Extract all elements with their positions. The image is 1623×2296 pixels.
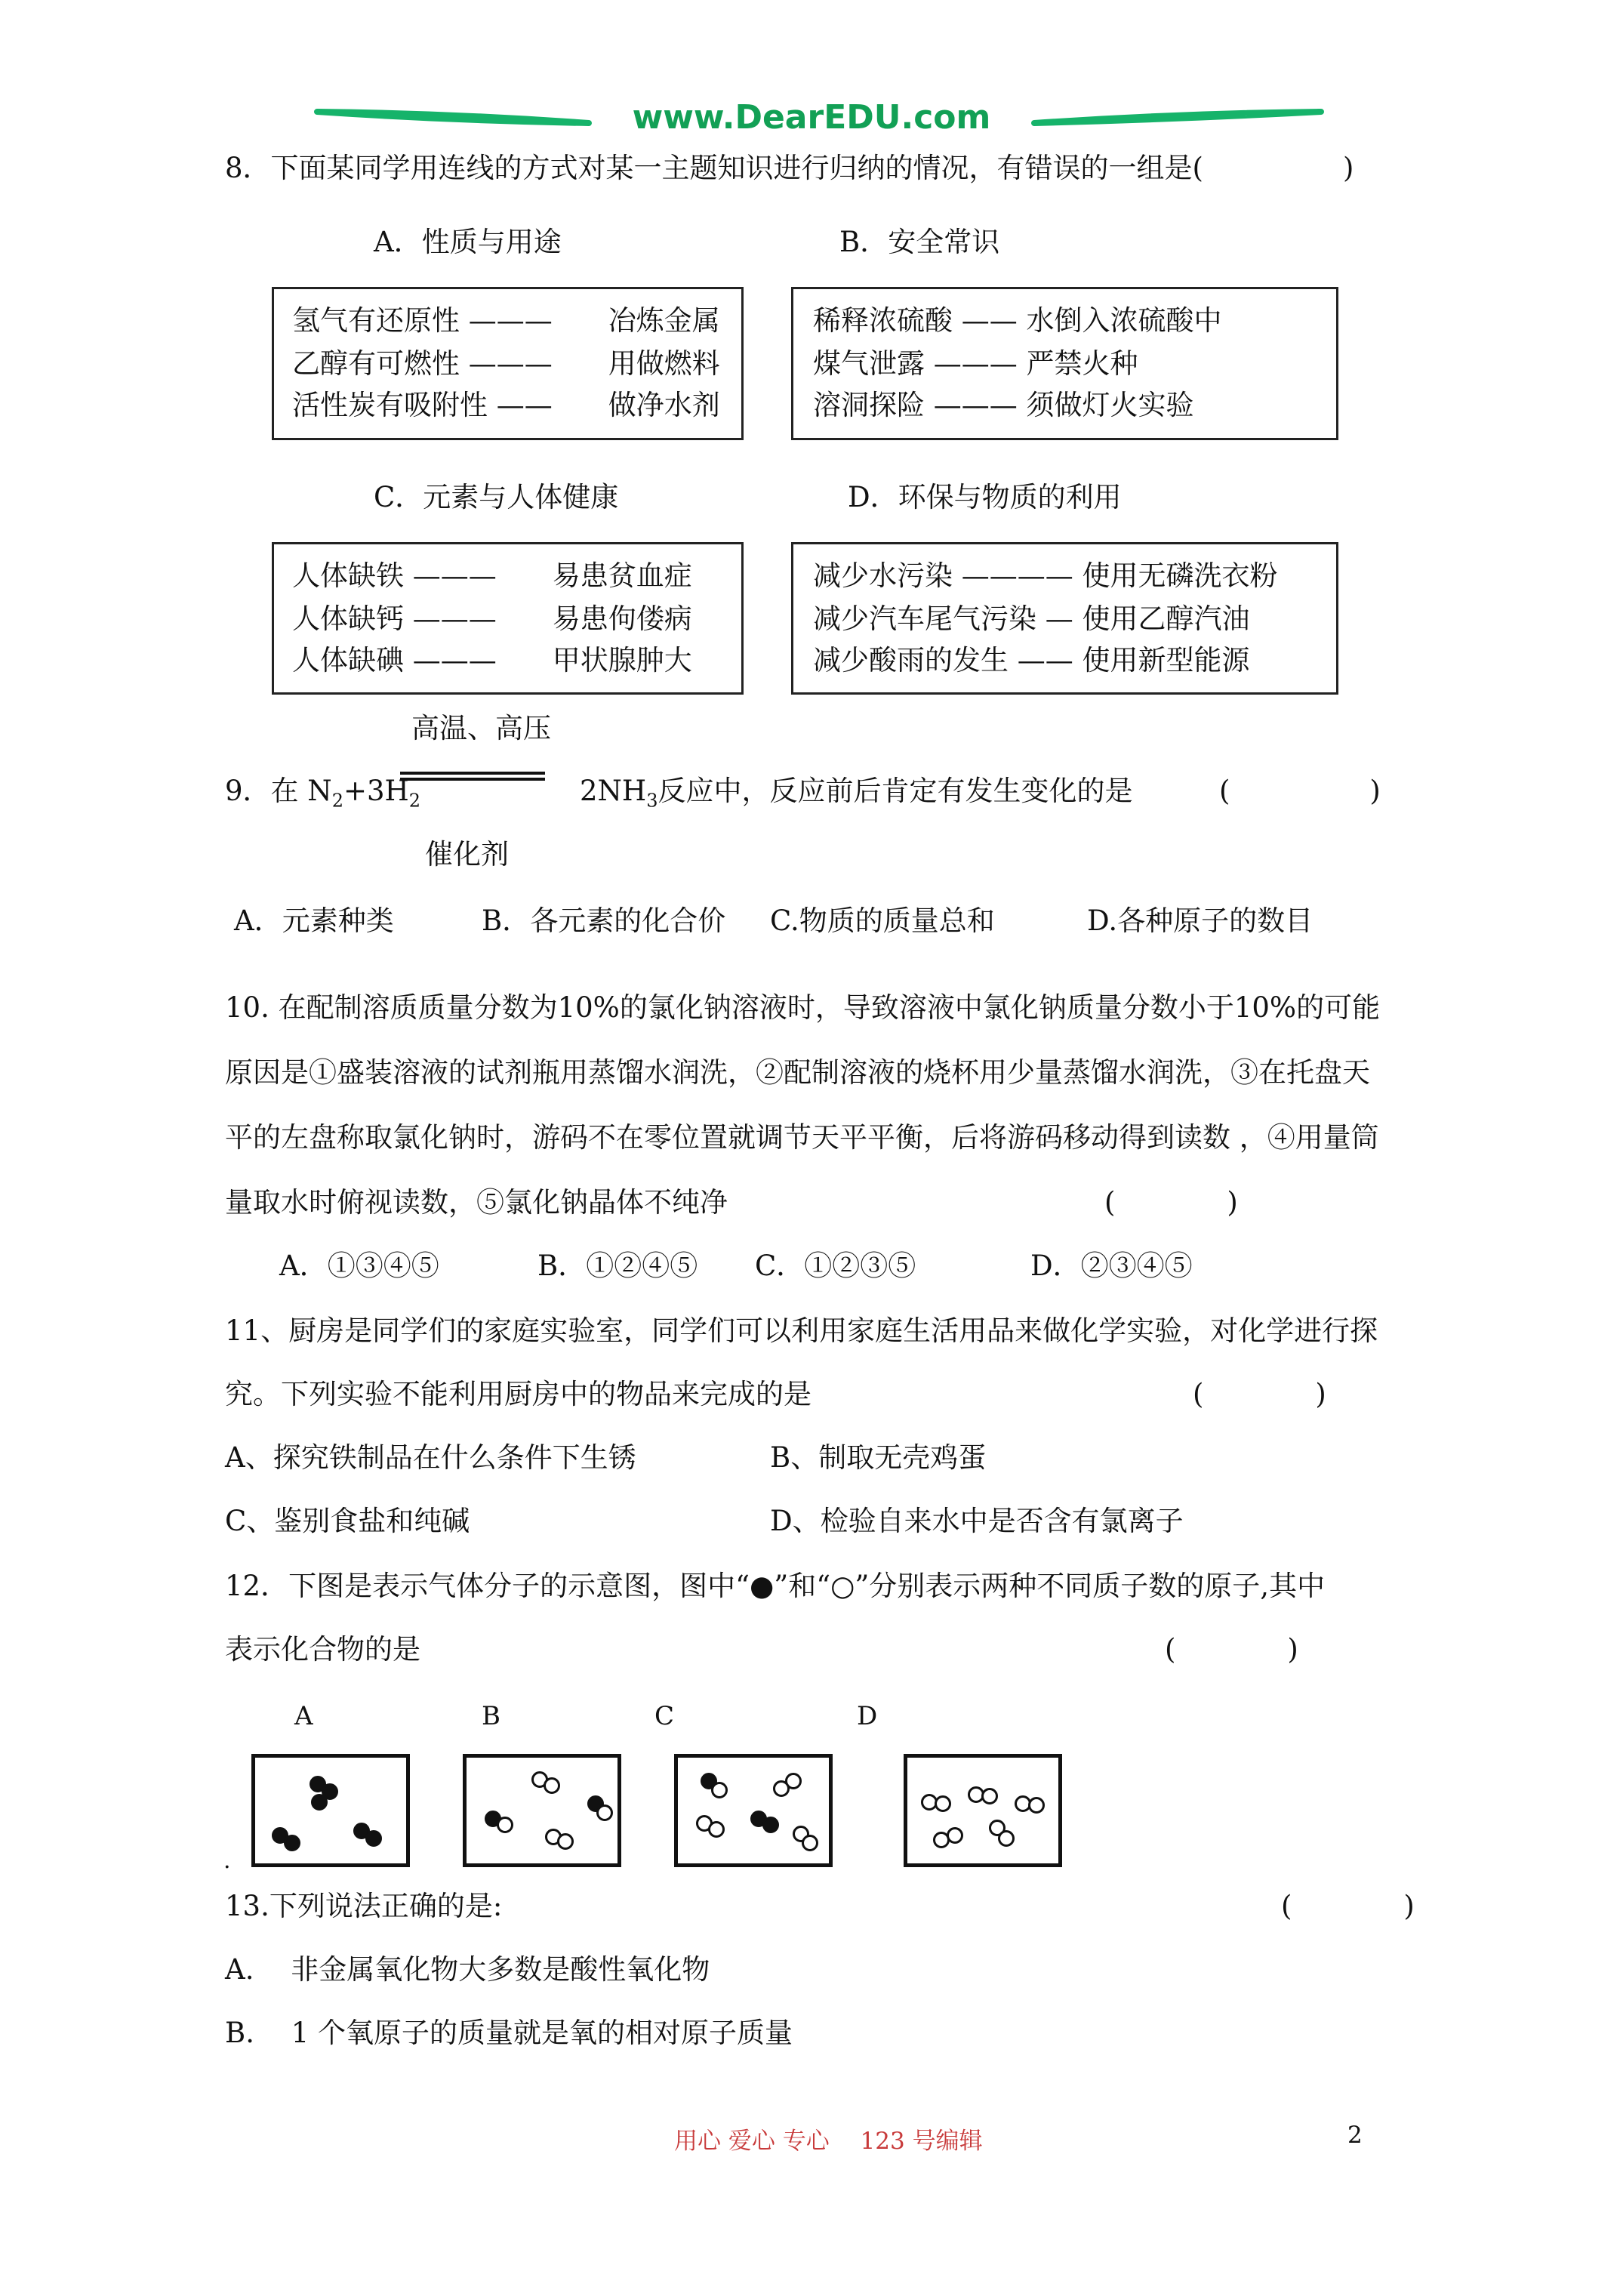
footer-credit: 用心 爱心 专心 123 号编辑 bbox=[674, 2128, 983, 2155]
q8-option-b-title: B．安全常识 bbox=[839, 226, 1000, 258]
q9-option-b: B．各元素的化合价 bbox=[482, 905, 726, 937]
q9-answer-paren: ( ) bbox=[1219, 775, 1381, 807]
q12-label-a: A bbox=[294, 1701, 313, 1731]
q11-line-2: 究。下列实验不能利用厨房中的物品来完成的是 bbox=[225, 1378, 812, 1410]
q8-b-row-1: 稀释浓硫酸 —— 水倒入浓硫酸中 bbox=[813, 304, 1222, 337]
q10-line-2: 原因是①盛装溶液的试剂瓶用蒸馏水润洗，②配制溶液的烧杯用少量蒸馏水润洗，③在托盘天 bbox=[225, 1056, 1370, 1089]
white-atom-icon bbox=[708, 1821, 725, 1838]
q11-answer-paren: ( ) bbox=[1193, 1378, 1326, 1410]
q9-option-d: D.各种原子的数目 bbox=[1087, 905, 1313, 937]
q10-line-1: 10. 在配制溶质质量分数为10%的氯化钠溶液时，导致溶液中氯化钠质量分数小于10%的可能 bbox=[225, 991, 1381, 1024]
white-atom-icon bbox=[998, 1830, 1015, 1847]
white-atom-icon bbox=[596, 1804, 613, 1821]
q9-stem-pre: 9．在 N bbox=[225, 775, 332, 807]
page-number: 2 bbox=[1347, 2122, 1363, 2149]
q9-stem-tail bbox=[580, 772, 1132, 819]
q12-diagram-b bbox=[463, 1754, 621, 1867]
q12-diagram-d bbox=[904, 1754, 1062, 1867]
q9-nh-subscript: 3 bbox=[646, 790, 658, 812]
right-swoosh-icon bbox=[1034, 112, 1321, 123]
q11-line-1: 11、厨房是同学们的家庭实验室，同学们可以利用家庭生活用品来做化学实验，对化学进行探 bbox=[225, 1314, 1378, 1347]
q8-a-row-2: 乙醇有可燃性 ——— 用做燃料 bbox=[292, 347, 720, 380]
q10-answer-paren: ( ) bbox=[1104, 1186, 1238, 1219]
q11-option-d: D、检验自来水中是否含有氯离子 bbox=[770, 1505, 1184, 1537]
white-atom-icon bbox=[711, 1782, 728, 1798]
q9-option-c: C.物质的质量总和 bbox=[770, 905, 995, 937]
q13-answer-paren: ( ) bbox=[1281, 1890, 1415, 1922]
white-atom-icon bbox=[981, 1788, 998, 1804]
q8-a-row-1: 氢气有还原性 ——— 冶炼金属 bbox=[292, 304, 720, 337]
q13-option-a: A. 非金属氧化物大多数是酸性氧化物 bbox=[225, 1953, 710, 1986]
white-atom-icon bbox=[773, 1780, 790, 1797]
q8-d-row-2: 减少汽车尾气污染 — 使用乙醇汽油 bbox=[813, 603, 1250, 635]
q12-label-d: D bbox=[857, 1701, 878, 1731]
q12-stray-dot: . bbox=[223, 1848, 231, 1874]
white-atom-icon bbox=[802, 1835, 818, 1851]
q9-equals-sign-icon bbox=[400, 772, 545, 781]
q12-diagram-a bbox=[251, 1754, 410, 1867]
white-atom-icon bbox=[935, 1795, 951, 1812]
site-logo: www.DearEDU.com bbox=[632, 98, 991, 137]
q9-h-subscript: 2 bbox=[408, 790, 421, 812]
q8-c-row-3: 人体缺碘 ——— 甲状腺肿大 bbox=[292, 644, 692, 676]
q9-condition-bottom: 催化剂 bbox=[425, 838, 509, 871]
q9-condition-top: 高温、高压 bbox=[411, 712, 551, 744]
q9-stem-post: 反应中，反应前后肯定有发生变化的是 bbox=[658, 775, 1133, 807]
q12-label-b: B bbox=[482, 1701, 500, 1731]
white-atom-icon bbox=[544, 1777, 560, 1794]
left-swoosh-icon bbox=[317, 112, 589, 123]
q8-stem: 8．下面某同学用连线的方式对某一主题知识进行归纳的情况，有错误的一组是( ) bbox=[225, 152, 1354, 184]
q8-b-row-2: 煤气泄露 ——— 严禁火种 bbox=[813, 347, 1138, 380]
q10-option-c: C．①②③⑤ bbox=[755, 1250, 916, 1282]
white-atom-icon bbox=[947, 1827, 963, 1844]
q12-answer-paren: ( ) bbox=[1165, 1633, 1298, 1666]
q12-diagram-c bbox=[674, 1754, 833, 1867]
q10-option-a: A．①③④⑤ bbox=[279, 1250, 439, 1282]
q8-option-a-title: A．性质与用途 bbox=[374, 226, 562, 258]
q13-option-b: B. 1 个氧原子的质量就是氧的相对原子质量 bbox=[225, 2017, 793, 2049]
q9-plus: +3H bbox=[343, 775, 409, 807]
white-atom-icon bbox=[497, 1817, 513, 1833]
q8-option-c-title: C．元素与人体健康 bbox=[374, 481, 619, 513]
q10-option-d: D．②③④⑤ bbox=[1030, 1250, 1193, 1282]
q8-d-row-1: 减少水污染 ———— 使用无磷洗衣粉 bbox=[813, 559, 1278, 592]
black-atom-icon bbox=[311, 1794, 328, 1811]
q8-a-row-3: 活性炭有吸附性 —— 做净水剂 bbox=[292, 389, 720, 421]
q11-option-b: B、制取无壳鸡蛋 bbox=[770, 1441, 987, 1474]
q11-option-a: A、探究铁制品在什么条件下生锈 bbox=[225, 1441, 636, 1474]
black-atom-icon bbox=[762, 1817, 779, 1833]
q10-line-3: 平的左盘称取氯化钠时，游码不在零位置就调节天平平衡，后将游码移动得到读数 ，④用量筒 bbox=[225, 1121, 1379, 1154]
q9-stem bbox=[225, 772, 420, 819]
q11-option-c: C、鉴别食盐和纯碱 bbox=[225, 1505, 470, 1537]
q8-option-d-title: D．环保与物质的利用 bbox=[848, 481, 1122, 513]
black-atom-icon bbox=[284, 1835, 300, 1851]
q13-stem: 13.下列说法正确的是: bbox=[225, 1890, 503, 1922]
q10-option-b: B．①②④⑤ bbox=[537, 1250, 698, 1282]
q10-line-4: 量取水时俯视读数，⑤氯化钠晶体不纯净 bbox=[225, 1186, 728, 1219]
q8-d-row-3: 减少酸雨的发生 —— 使用新型能源 bbox=[813, 644, 1250, 676]
q8-c-row-2: 人体缺钙 ——— 易患佝偻病 bbox=[292, 603, 692, 635]
black-atom-icon bbox=[365, 1830, 382, 1847]
white-atom-icon bbox=[557, 1833, 574, 1850]
q9-product: 2NH bbox=[580, 775, 647, 807]
q12-line-1: 12．下图是表示气体分子的示意图，图中“●”和“○”分别表示两种不同质子数的原子,其中 bbox=[225, 1570, 1326, 1602]
q8-c-row-1: 人体缺铁 ——— 易患贫血症 bbox=[292, 559, 692, 592]
white-atom-icon bbox=[1028, 1797, 1045, 1814]
q9-n-subscript: 2 bbox=[331, 790, 343, 812]
q12-line-2: 表示化合物的是 bbox=[225, 1633, 420, 1666]
q8-b-row-3: 溶洞探险 ——— 须做灯火实验 bbox=[813, 389, 1194, 421]
q9-option-a: A．元素种类 bbox=[234, 905, 394, 937]
q12-label-c: C bbox=[654, 1701, 675, 1731]
